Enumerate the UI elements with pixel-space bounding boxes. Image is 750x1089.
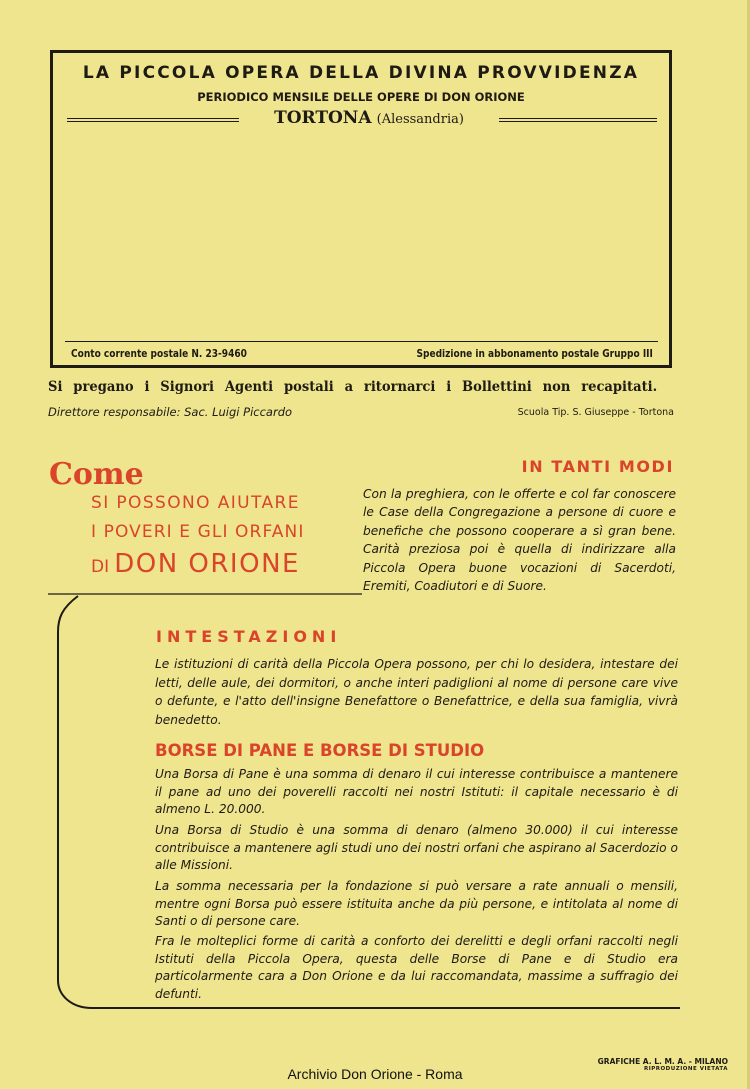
right-double-rule (499, 118, 657, 122)
archive-watermark: Archivio Don Orione - Roma (287, 1066, 463, 1082)
headline-prefix: DI (91, 557, 110, 577)
left-double-rule (67, 118, 239, 122)
headline-line-1: SI POSSONO AIUTARE (91, 493, 300, 513)
borse-closing-paragraph: Fra le molteplici forme di carità a conforto dei derelitti e degli orfani raccolti negli Istituti della Piccola Opera, questa delle Borse di Pane e di Studio era particolarmente cara a Don Orione e da lui raccomandata, massime a suffragio dei defunti. (155, 934, 678, 1001)
borse-payment-paragraph: La somma necessaria per la fondazione si può versare a rate annuali o mensili, mentre ogni Borsa può essere istituita anche da più persone, e intitolata al nome di Santi o di persone care. (155, 879, 678, 928)
director-credit: Direttore responsabile: Sac. Luigi Piccardo (48, 405, 293, 419)
borse-heading: BORSE DI PANE E BORSE DI STUDIO (155, 741, 485, 760)
postal-agents-notice: Si pregano i Signori Agenti postali a ritornarci i Bollettini non recapitati. (48, 379, 658, 395)
city-name: TORTONA (274, 108, 372, 128)
intestazioni-heading: INTESTAZIONI (156, 627, 342, 646)
printer-credit: Scuola Tip. S. Giuseppe - Tortona (517, 407, 674, 418)
masthead-subtitle: PERIODICO MENSILE DELLE OPERE DI DON ORIONE (197, 90, 525, 104)
city-province: (Alessandria) (376, 112, 464, 127)
in-tanti-modi-heading: IN TANTI MODI (521, 457, 674, 476)
masthead-city-line (67, 108, 657, 132)
city-block (249, 108, 489, 128)
borse-pane-paragraph: Una Borsa di Pane è una somma di denaro il cui interesse contribuisce a mantenere il pane ad uno dei poverelli raccolti nei nostri Istituti: il capitale necessario è di almeno L. 20.000. (155, 767, 678, 816)
headline-line-2: I POVERI E GLI ORFANI (91, 522, 305, 542)
headline-don-orione: DON ORIONE (114, 549, 300, 579)
postal-shipping-note: Spedizione in abbonamento postale Gruppo III (416, 348, 653, 360)
headline-come: Come (49, 457, 144, 492)
masthead-box (50, 50, 672, 368)
borse-studio-paragraph: Una Borsa di Studio è una somma di denaro (almeno 30.000) il cui interesse contribuisce a mantenere agli studi uno dei nostri orfani che aspirano al Sacerdozio o alle Missioni. (155, 823, 678, 872)
in-tanti-modi-text: Con la preghiera, con le offerte e col far conoscere le Case della Congregazione a persone di cuore e benefiche che possono cooperare a sì gran bene. Carità preziosa poi è quella di indirizzare alla Piccola Opera buone vocazioni di Sacerdoti, Eremiti, Coadiutori e di Suore. (363, 487, 676, 594)
masthead-title: LA PICCOLA OPERA DELLA DIVINA PROVVIDENZA (82, 63, 640, 83)
intestazioni-text: Le istituzioni di carità della Piccola Opera possono, per chi lo desidera, intestare dei letti, delle aule, dei dormitori, o anche interi padiglioni al nome di persone care vive o defunte, e l'atto dell'insigne Benefattore o Benefattrice, e della sua famiglia, vivrà benedetto. (155, 657, 678, 727)
postal-account-number: Conto corrente postale N. 23-9460 (71, 348, 247, 360)
headline-line-3 (91, 549, 300, 579)
masthead-bottom-rule (65, 341, 658, 342)
footer-reproduction-note: RIPRODUZIONE VIETATA (643, 1066, 728, 1072)
footer-printer-name: GRAFICHE A. L. M. A. - MILANO (597, 1057, 728, 1066)
